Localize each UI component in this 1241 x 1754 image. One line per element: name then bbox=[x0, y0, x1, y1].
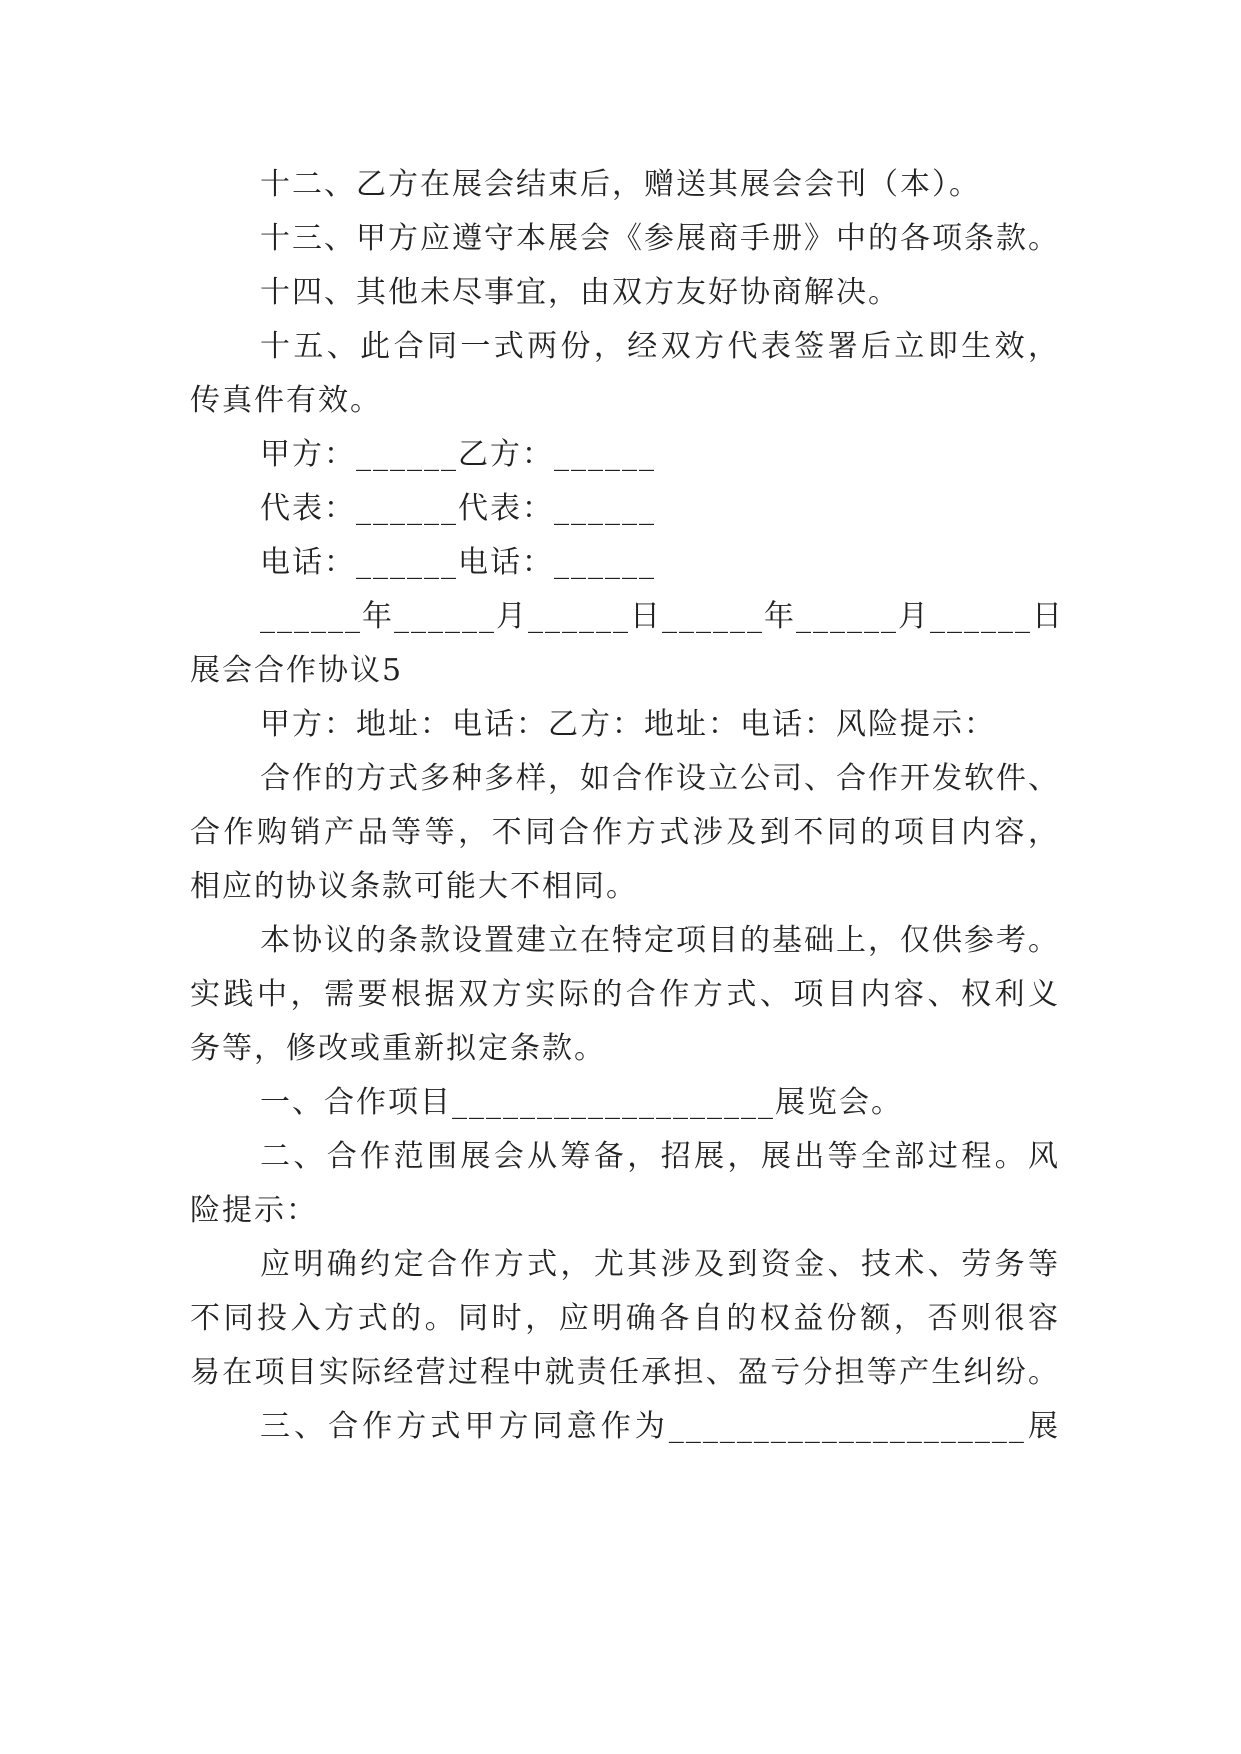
signature-line-representative: 代表：______代表：______ bbox=[260, 491, 656, 526]
text-line: 合作购销产品等等，不同合作方式涉及到不同的项目内容， bbox=[190, 815, 1060, 850]
document-body bbox=[190, 158, 1064, 1454]
text-line: 十四、其他未尽事宜，由双方友好协商解决。 bbox=[260, 275, 900, 310]
text-line: 易在项目实际经营过程中就责任承担、盈亏分担等产生纠纷。 bbox=[190, 1355, 1060, 1390]
text-line: 实践中，需要根据双方实际的合作方式、项目内容、权利义 bbox=[190, 977, 1060, 1012]
text-line: 务等，修改或重新拟定条款。 bbox=[190, 1031, 606, 1066]
text-line: 险提示： bbox=[190, 1193, 318, 1228]
text-line: 三、合作方式甲方同意作为_____________________展 bbox=[260, 1409, 1060, 1444]
text-line: 不同投入方式的。同时，应明确各自的权益份额，否则很容 bbox=[190, 1301, 1060, 1336]
text-line: 十五、此合同一式两份，经双方代表签署后立即生效， bbox=[260, 329, 1060, 364]
text-line: 一、合作项目___________________展览会。 bbox=[260, 1085, 903, 1120]
signature-line-party: 甲方：______乙方：______ bbox=[260, 437, 656, 472]
signature-line-date: ______年______月______日______年______月______日 bbox=[260, 599, 1064, 634]
text-line: 相应的协议条款可能大不相同。 bbox=[190, 869, 638, 904]
text-line: 十三、甲方应遵守本展会《参展商手册》中的各项条款。 bbox=[260, 221, 1060, 256]
text-line: 应明确约定合作方式，尤其涉及到资金、技术、劳务等 bbox=[260, 1247, 1060, 1282]
section-title: 展会合作协议5 bbox=[190, 653, 404, 688]
text-line: 甲方：地址：电话：乙方：地址：电话：风险提示： bbox=[260, 707, 996, 742]
text-line: 十二、乙方在展会结束后，赠送其展会会刊（本）。 bbox=[260, 167, 981, 202]
text-line: 合作的方式多种多样，如合作设立公司、合作开发软件、 bbox=[260, 761, 1060, 796]
text-line: 本协议的条款设置建立在特定项目的基础上，仅供参考。 bbox=[260, 923, 1060, 958]
text-line: 传真件有效。 bbox=[190, 383, 382, 418]
text-line: 二、合作范围展会从筹备，招展，展出等全部过程。风 bbox=[260, 1139, 1060, 1174]
signature-line-phone: 电话：______电话：______ bbox=[260, 545, 656, 580]
